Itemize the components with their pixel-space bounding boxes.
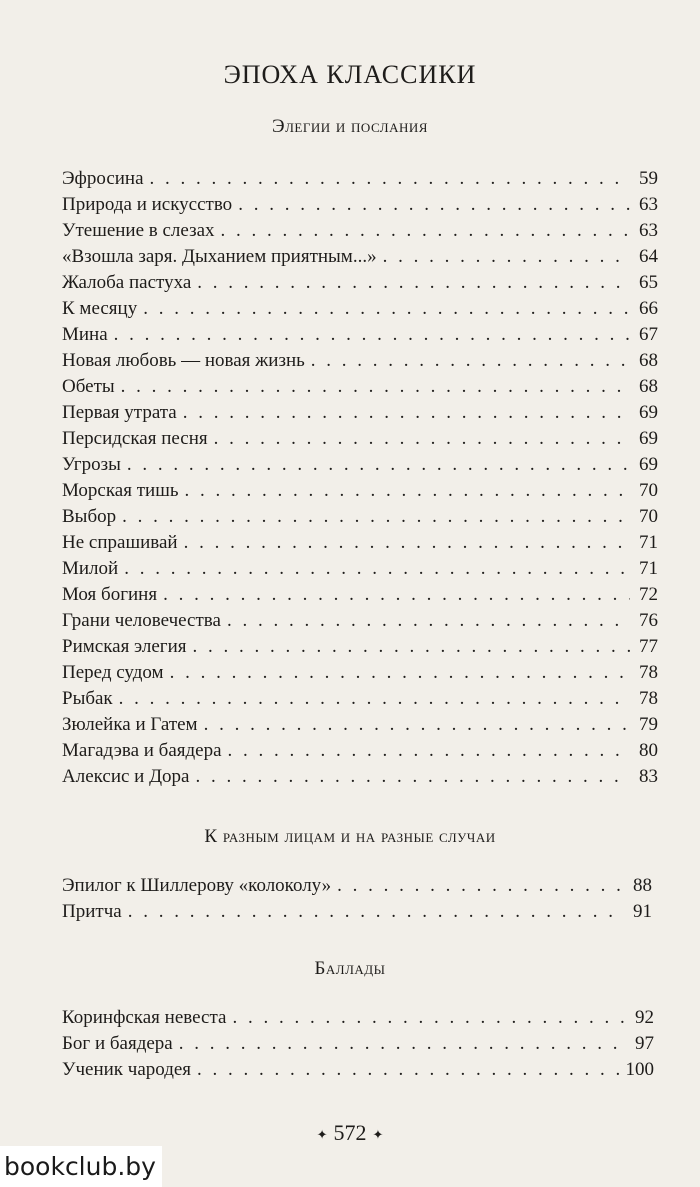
dot-leader <box>170 662 630 684</box>
toc-entry-title: Первая утрата <box>62 402 177 423</box>
toc-entry-title: Обеты <box>62 376 115 397</box>
toc-entry <box>62 610 658 636</box>
toc-list-ballads <box>62 1007 654 1085</box>
toc-entry <box>62 376 658 402</box>
toc-entry <box>62 1007 654 1033</box>
toc-entry-title: Угрозы <box>62 454 121 475</box>
toc-entry-title: Милой <box>62 558 119 579</box>
dot-leader <box>192 636 630 658</box>
toc-entry-page: 69 <box>639 428 658 449</box>
dot-leader <box>232 1007 626 1029</box>
dot-leader <box>311 350 630 372</box>
dot-leader <box>121 376 630 398</box>
toc-entry <box>62 688 658 714</box>
toc-entry-page: 71 <box>639 532 658 553</box>
toc-entry <box>62 480 658 506</box>
toc-entry-title: Морская тишь <box>62 480 179 501</box>
dot-leader <box>150 168 630 190</box>
toc-entry-title: Персидская песня <box>62 428 208 449</box>
dot-leader <box>196 766 631 788</box>
toc-entry-page: 63 <box>639 194 658 215</box>
toc-entry-page: 97 <box>635 1033 654 1054</box>
toc-entry-page: 70 <box>639 506 658 527</box>
toc-entry-page: 70 <box>639 480 658 501</box>
toc-list-elegies <box>62 168 658 792</box>
page-number <box>0 1120 700 1146</box>
toc-entry-page: 64 <box>639 246 658 267</box>
dot-leader <box>119 688 630 710</box>
toc-entry-title: Эпилог к Шиллерову «колоколу» <box>62 875 332 896</box>
toc-entry <box>62 714 658 740</box>
dot-leader <box>214 428 630 450</box>
toc-entry <box>62 428 658 454</box>
toc-entry-title: Бог и баядера <box>62 1033 173 1054</box>
toc-entry-page: 78 <box>639 662 658 683</box>
toc-entry-page: 88 <box>633 875 652 896</box>
toc-entry <box>62 901 652 927</box>
toc-entry <box>62 766 658 792</box>
toc-entry <box>62 740 658 766</box>
toc-list-occasions <box>62 875 652 927</box>
page-number-value: 572 <box>333 1120 367 1145</box>
toc-entry-title: Рыбак <box>62 688 113 709</box>
toc-entry <box>62 584 658 610</box>
toc-entry-title: Магадэва и баядера <box>62 740 222 761</box>
toc-entry-title: Эфросина <box>62 168 144 189</box>
dot-leader <box>204 714 630 736</box>
toc-entry <box>62 532 658 558</box>
toc-entry <box>62 246 658 272</box>
section-heading-occasions: К разным лицам и на разные случаи <box>204 826 496 847</box>
toc-entry <box>62 636 658 662</box>
dot-leader <box>124 558 630 580</box>
dot-leader <box>184 532 630 554</box>
dot-leader <box>143 298 630 320</box>
toc-entry-title: Ученик чародея <box>62 1059 192 1080</box>
toc-entry-title: Грани человечества <box>62 610 221 631</box>
ornament-right-icon: ✦ <box>372 1126 384 1142</box>
toc-entry <box>62 272 658 298</box>
dot-leader <box>383 246 630 268</box>
dot-leader <box>114 324 630 346</box>
toc-entry-title: Новая любовь — новая жизнь <box>62 350 305 371</box>
toc-entry <box>62 558 658 584</box>
toc-entry-page: 68 <box>639 350 658 371</box>
toc-entry-page: 71 <box>639 558 658 579</box>
toc-entry-title: Притча <box>62 901 122 922</box>
toc-entry-title: Коринфская невеста <box>62 1007 227 1028</box>
dot-leader <box>197 272 630 294</box>
toc-entry <box>62 454 658 480</box>
toc-entry-page: 78 <box>639 688 658 709</box>
toc-entry-title: Мина <box>62 324 108 345</box>
toc-entry-title: Зюлейка и Гатем <box>62 714 198 735</box>
section-heading-elegies: Элегии и послания <box>272 116 428 137</box>
toc-entry-title: Выбор <box>62 506 117 527</box>
dot-leader <box>238 194 630 216</box>
toc-entry-page: 83 <box>639 766 658 787</box>
toc-entry <box>62 350 658 376</box>
dot-leader <box>183 402 630 424</box>
toc-entry <box>62 168 658 194</box>
dot-leader <box>122 506 630 528</box>
toc-entry-page: 59 <box>639 168 658 189</box>
toc-entry-page: 100 <box>625 1059 654 1080</box>
dot-leader <box>128 901 624 923</box>
toc-entry-page: 69 <box>639 402 658 423</box>
toc-entry-title: Алексис и Дора <box>62 766 190 787</box>
toc-entry-page: 69 <box>639 454 658 475</box>
toc-entry-page: 65 <box>639 272 658 293</box>
toc-entry-title: Перед судом <box>62 662 164 683</box>
toc-entry <box>62 220 658 246</box>
toc-entry-page: 63 <box>639 220 658 241</box>
toc-entry <box>62 1059 654 1085</box>
toc-entry-page: 76 <box>639 610 658 631</box>
toc-entry-page: 67 <box>639 324 658 345</box>
toc-entry-page: 66 <box>639 298 658 319</box>
toc-entry-page: 80 <box>639 740 658 761</box>
watermark: bookclub.by <box>0 1146 162 1187</box>
dot-leader <box>127 454 630 476</box>
toc-entry-page: 79 <box>639 714 658 735</box>
toc-entry-page: 68 <box>639 376 658 397</box>
toc-entry <box>62 298 658 324</box>
toc-entry-title: «Взошла заря. Дыханием приятным...» <box>62 246 377 267</box>
toc-entry-title: Природа и искусство <box>62 194 233 215</box>
toc-entry-page: 92 <box>635 1007 654 1028</box>
toc-entry <box>62 402 658 428</box>
dot-leader <box>221 220 630 242</box>
dot-leader <box>179 1033 626 1055</box>
toc-entry <box>62 194 658 220</box>
dot-leader <box>227 610 630 632</box>
page-title: ЭПОХА КЛАССИКИ <box>223 60 477 89</box>
toc-entry-title: Моя богиня <box>62 584 158 605</box>
toc-entry <box>62 324 658 350</box>
ornament-left-icon: ✦ <box>316 1126 328 1142</box>
toc-entry <box>62 506 658 532</box>
toc-entry-title: Утешение в слезах <box>62 220 215 241</box>
dot-leader <box>185 480 631 502</box>
toc-entry <box>62 1033 654 1059</box>
toc-entry-title: Не спрашивай <box>62 532 178 553</box>
toc-entry-title: Жалоба пастуха <box>62 272 192 293</box>
toc-entry-title: Римская элегия <box>62 636 187 657</box>
dot-leader <box>197 1059 619 1081</box>
toc-entry <box>62 875 652 901</box>
dot-leader <box>337 875 624 897</box>
dot-leader <box>163 584 630 606</box>
section-heading-ballads: Баллады <box>314 958 386 979</box>
dot-leader <box>228 740 630 762</box>
toc-entry-title: К месяцу <box>62 298 138 319</box>
toc-entry-page: 91 <box>633 901 652 922</box>
toc-entry-page: 72 <box>639 584 658 605</box>
toc-entry <box>62 662 658 688</box>
toc-entry-page: 77 <box>639 636 658 657</box>
